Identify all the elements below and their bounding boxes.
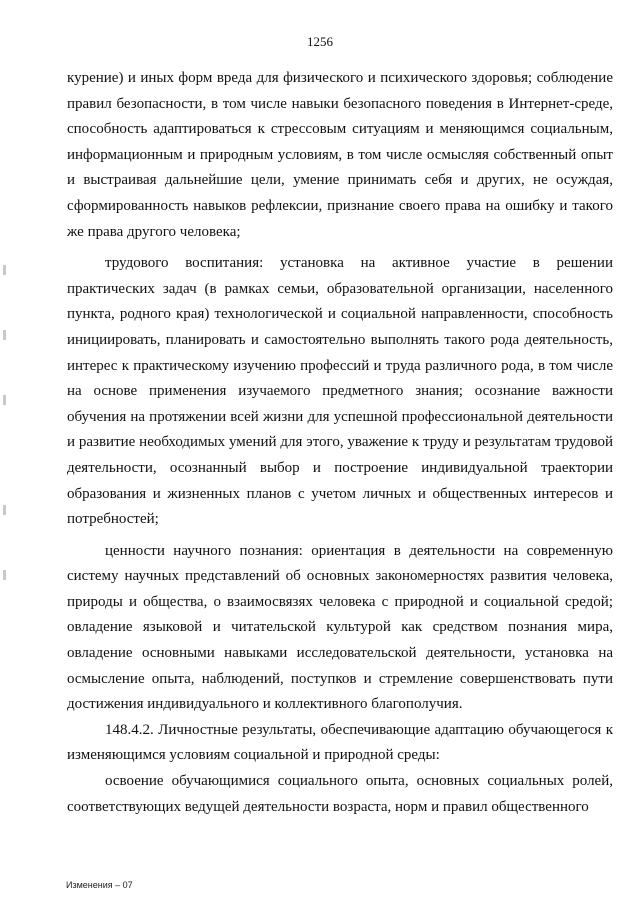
paragraph-scientific-knowledge: ценности научного познания: ориентация в деятельности на современную систему научных представлений об основных закономерностях развития человека, природы и общества, о взаимосвязях человека с природной и социальной средой; овладение языковой и читательской культурой как средством познания мира, овладение основными навыками исследовательской деятельности, установка на осмысление опыта, наблюдений, поступков и стремление совершенствовать пути достижения индивидуального и коллективного благополучия. <box>67 542 613 713</box>
scan-margin-mark <box>3 505 6 515</box>
paragraph-labor-education: трудового воспитания: установка на активное участие в решении практических задач (в рамках семьи, образовательной организации, населенного пункта, родного края) технологической и социальной направленности, способность инициировать, планировать и самостоятельно выполнять такого рода деятельность, интерес к практическому изучению профессий и труда различного рода, в том числе на основе применения изучаемого предметного знания; осознание важности обучения на протяжении всей жизни для успешной профессиональной деятельности и развитие необходимых умений для этого, уважение к труду и результатам трудовой деятельности, осознанный выбор и построение индивидуальной траектории образования и жизненных планов с учетом личных и общественных интересов и потребностей; <box>67 255 613 528</box>
page-number: 1256 <box>307 34 333 49</box>
document-body <box>67 66 613 820</box>
scan-margin-mark <box>3 570 6 580</box>
paragraph-social-experience: освоение обучающимися социального опыта, основных социальных ролей, соответствующих ведущей деятельности возраста, норм и правил общественного <box>67 773 613 815</box>
scan-margin-mark <box>3 395 6 405</box>
footer-revision-note: Изменения – 07 <box>66 880 133 890</box>
paragraph-health-safety: курение) и иных форм вреда для физического и психического здоровья; соблюдение правил безопасности, в том числе навыки безопасного поведения в Интернет-среде, способность адаптироваться к стрессовым ситуациям и меняющимся социальным, информационным и природным условиям, в том числе осмысляя собственный опыт и выстраивая дальнейшие цели, умение принимать себя и других, не осуждая, сформированность навыков рефлексии, признание своего права на ошибку и такого же права другого человека; <box>67 70 613 240</box>
scan-margin-mark <box>3 265 6 275</box>
scan-margin-mark <box>3 330 6 340</box>
paragraph-section-148-4-2: 148.4.2. Личностные результаты, обеспечивающие адаптацию обучающегося к изменяющимся условиям социальной и природной среды: <box>67 721 613 764</box>
